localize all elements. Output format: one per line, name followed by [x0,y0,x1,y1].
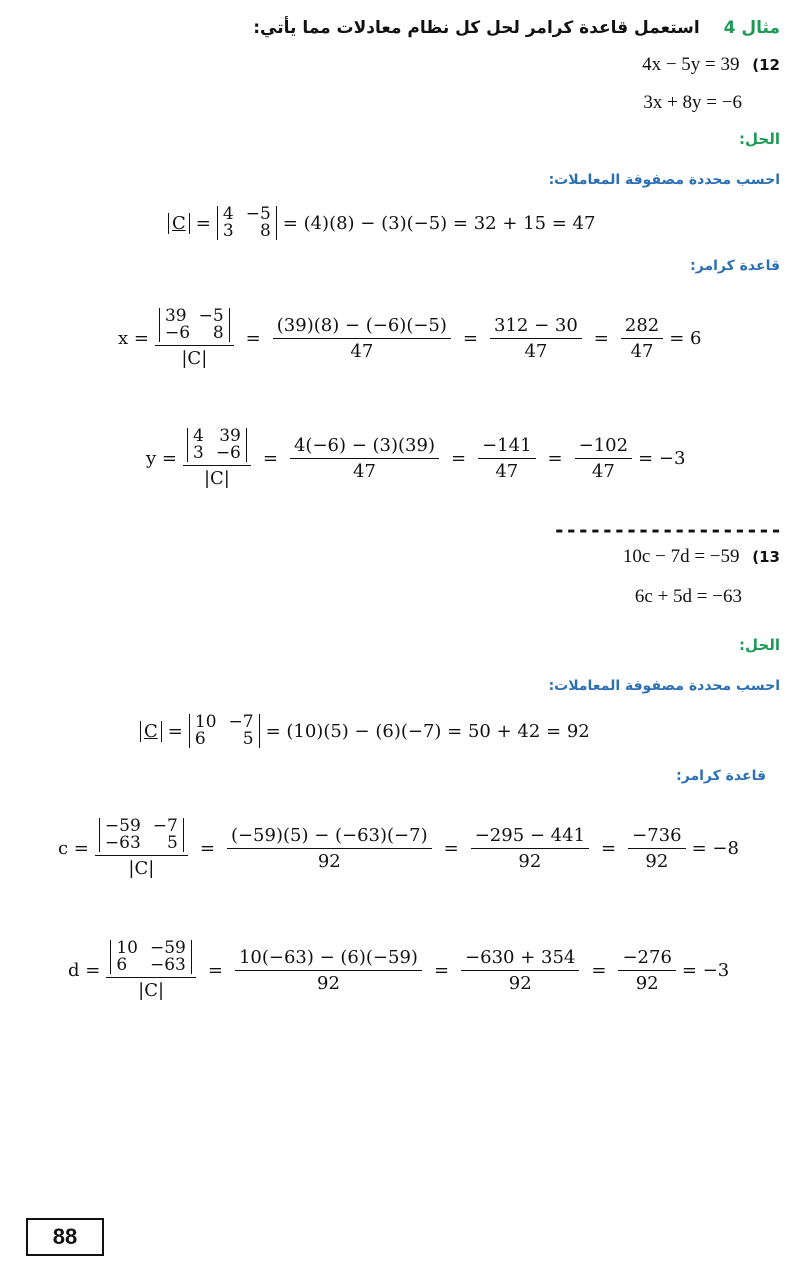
fraction-denominator: 92 [317,973,340,994]
matrix-cell: 3 [222,221,234,241]
matrix-cell: 6 [194,729,206,749]
fraction-numerator: 312 − 30 [494,315,578,336]
matrix-cell: −7 [228,712,254,732]
p12-det-equation: C = 4 −5 3 8 = (4)(8) − (3)(−5) = 32 + 15 = 47 [168,206,601,240]
p12-det-rhs: = (4)(8) − (3)(−5) = 32 + 15 = 47 [282,212,596,234]
fraction [235,947,422,994]
matrix-cell: −59 [104,816,141,836]
p13-equation-1 [623,546,780,568]
fraction-numerator: 282 [624,315,660,336]
matrix-cell: 39 [219,426,241,446]
p12-eq1-text: 4x − 5y = 39 [642,54,740,75]
p12-det-matrix [217,206,277,240]
p12-y-equation: y = 4 39 3 −6 |C| = $\frac{4(-6) - (3)(39)}{47}$ = $\frac{-141}{47}$ = $\frac{-102}{47}$ = −3 [146,426,686,489]
fraction [621,315,663,362]
p13-c-matrix [99,818,184,852]
p13-d-equation: d = 10 −59 6 −63 |C| = $\frac{10(-63) - (6)(-59)}{92}$ = $\frac{-630 + 354}{92}$ = $\frac{-276}{92}$ = −3 [68,938,730,1001]
p13-c-equation: c = −59 −7 −63 5 |C| = $\frac{(-59)(5) - (-63)(-7)}{92}$ = $\frac{-295 - 441}{92}$ = $\frac{-736}{92}$ = −8 [58,816,739,879]
fraction-numerator: −102 [578,435,629,456]
fraction-denominator: 47 [591,461,615,482]
p12-equation-1 [642,54,780,76]
result: = −8 [691,838,739,859]
matrix-cell: 4 [192,426,204,446]
fraction [471,825,589,872]
page-number: 88 [26,1218,104,1256]
cramer-fraction [106,940,196,1001]
cramer-fraction [95,818,188,879]
matrix-cell: 4 [222,204,234,224]
p13-eq1-text: 10c − 7d = −59 [622,546,740,567]
matrix-cell: −6 [215,443,241,463]
cramer-fraction [183,428,251,489]
matrix-cell: 8 [212,323,224,343]
fraction-denominator: 92 [518,851,542,872]
fraction [628,825,685,872]
fraction-numerator: 10(−63) − (6)(−59) [238,947,418,968]
matrix-cell: 5 [167,833,178,853]
fraction [227,825,432,872]
var-label: c = [58,838,89,859]
p13-number: (13 [752,548,780,566]
matrix-cell: −5 [198,306,224,326]
p13-det-rhs: = (10)(5) − (6)(−7) = 50 + 42 = 92 [265,720,590,742]
fraction-denominator: |C| [203,468,230,489]
fraction [490,315,582,362]
fraction-numerator: 4(−6) − (3)(39) [293,435,435,456]
fraction [575,435,632,482]
p13-equation-2: 6c + 5d = −63 [634,586,742,607]
p13-det-matrix [189,714,260,748]
fraction-denominator: 47 [495,461,519,482]
p13-d-matrix [110,940,192,974]
p12-y-matrix [187,428,247,462]
var-label: x = [118,328,149,349]
p12-number: (12 [752,56,780,74]
fraction-denominator: 92 [508,973,532,994]
separator-dashes: ------------------- [553,518,782,542]
matrix-cell: 3 [192,443,204,463]
fraction-numerator: −276 [622,947,672,968]
fraction-denominator: 92 [645,851,669,872]
example-label: مثال 4 [723,18,780,38]
p13-det-label: احسب محددة مصفوفة المعاملات: [548,678,780,694]
fraction-denominator: 47 [350,341,374,362]
matrix-cell: 8 [259,221,271,241]
var-label: y = [146,448,177,469]
matrix-cell: 10 [194,712,217,732]
example-instruction: استعمل قاعدة كرامر لحل كل نظام معادلات مما يأتي: [253,18,700,38]
fraction-numerator: (39)(8) − (−6)(−5) [276,315,447,336]
p12-equation-2: 3x + 8y = −6 [643,92,742,113]
fraction-denominator: |C| [181,348,208,369]
var-label: d = [68,960,101,981]
p12-solution-label: الحل: [739,130,780,148]
matrix-cell: −5 [245,204,271,224]
fraction [478,435,535,482]
p13-det-equation: C = 10 −7 6 5 = (10)(5) − (6)(−7) = 50 + 42 = 92 [140,714,596,748]
p13-solution-label: الحل: [739,636,780,654]
fraction-denominator: 92 [635,973,659,994]
fraction [273,315,451,362]
fraction-numerator: −295 − 441 [474,825,586,846]
result: = −3 [681,960,730,981]
fraction [618,947,675,994]
p13-cramer-label: قاعدة كرامر: [676,768,766,784]
fraction-denominator: 47 [630,341,654,362]
matrix-cell: 39 [164,306,187,326]
p12-x-matrix [159,308,230,342]
matrix-cell: −59 [149,938,186,958]
fraction-denominator: |C| [128,858,155,879]
fraction-denominator: 47 [353,461,376,482]
result: = 6 [669,328,702,349]
fraction-numerator: −630 + 354 [465,947,576,968]
fraction-denominator: 92 [317,851,341,872]
matrix-cell: 10 [116,938,138,958]
p12-cramer-label: قاعدة كرامر: [690,258,780,274]
cramer-fraction [155,308,234,369]
example-header [253,18,780,38]
fraction-numerator: (−59)(5) − (−63)(−7) [230,825,428,846]
result: = −3 [638,448,686,469]
matrix-cell: −7 [152,816,178,836]
fraction-numerator: −141 [482,435,532,456]
p13-det-symbol: C [140,721,162,742]
matrix-cell: 6 [116,955,128,975]
matrix-cell: −6 [164,323,191,343]
fraction [461,947,579,994]
fraction-denominator: 47 [524,341,548,362]
fraction [290,435,439,482]
p12-det-label: احسب محددة مصفوفة المعاملات: [548,172,780,188]
matrix-cell: −63 [104,833,141,853]
p12-det-symbol: C [168,213,190,234]
fraction-denominator: |C| [138,980,165,1001]
fraction-numerator: −736 [632,825,682,846]
matrix-cell: −63 [149,955,186,975]
matrix-cell: 5 [242,729,254,749]
p12-x-equation: x = 39 −5 −6 8 |C| = $\frac{(39)(8) - (-6)(-5)}{47}$ = $\frac{312 - 30}{47}$ = $\frac{282}{47}$ = 6 [118,306,702,369]
